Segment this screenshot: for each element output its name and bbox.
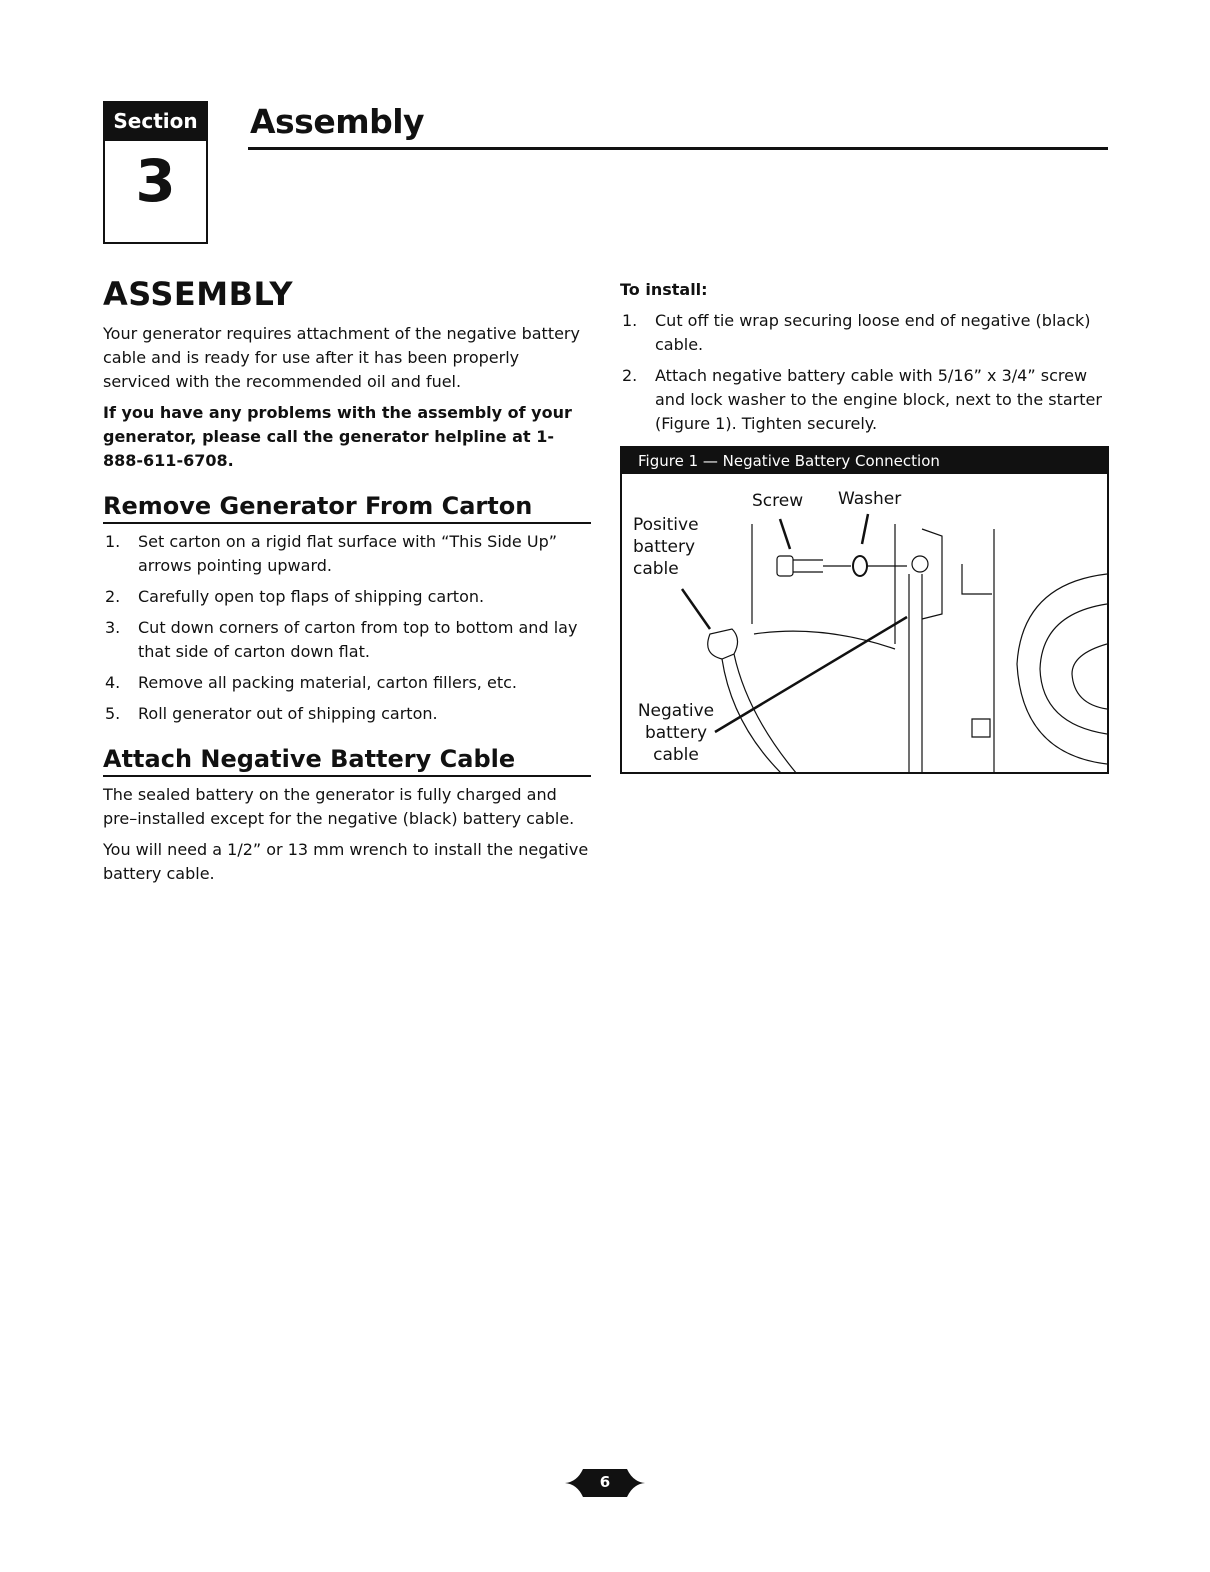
remove-carton-heading: Remove Generator From Carton [103, 491, 591, 524]
list-item [620, 364, 1108, 436]
step-text: Attach negative battery cable with 5/16” x 3/4” screw and lock washer to the engine block, next to the starter (Figure 1). Tighten securely. [655, 366, 1102, 433]
figure-1 [620, 446, 1109, 774]
step-text: Cut off tie wrap securing loose end of negative (black) cable. [655, 311, 1091, 354]
install-heading: To install: [620, 280, 708, 299]
page-number-badge [565, 1466, 645, 1500]
list-item [103, 585, 591, 609]
list-item [103, 702, 591, 726]
screw-label: Screw [752, 491, 804, 511]
step-number: 1. [622, 311, 638, 330]
install-steps [620, 309, 1108, 436]
section-number: 3 [135, 147, 176, 215]
washer-label: Washer [838, 489, 902, 509]
positive-cable-label: Positive battery cable [633, 515, 699, 579]
attach-text-2: You will need a 1/2” or 13 mm wrench to install the negative battery cable. [103, 840, 589, 883]
section-label: Section [105, 103, 206, 141]
step-number: 2. [105, 587, 121, 606]
attach-cable-heading: Attach Negative Battery Cable [103, 744, 591, 777]
step-text: Set carton on a rigid flat surface with “This Side Up” arrows pointing upward. [138, 532, 558, 575]
page-number: 6 [599, 1473, 611, 1491]
intro-text: Your generator requires attachment of the negative battery cable and is ready for use after it has been properly serviced with the recommended oil and fuel. [103, 324, 580, 391]
list-item [620, 309, 1108, 357]
page-title: Assembly [250, 102, 425, 141]
helpline-text: If you have any problems with the assembly of your generator, please call the generator helpline at 1-888-611-6708. [103, 403, 572, 470]
negative-cable-label: Negative battery cable [637, 701, 715, 765]
step-number: 3. [105, 618, 121, 637]
assembly-heading: ASSEMBLY [103, 275, 294, 313]
list-item [103, 616, 591, 664]
left-column [103, 276, 591, 893]
step-number: 1. [105, 532, 121, 551]
step-number: 4. [105, 673, 121, 692]
list-item [103, 671, 591, 695]
step-text: Remove all packing material, carton fillers, etc. [138, 673, 517, 692]
list-item [103, 530, 591, 578]
figure-caption: Figure 1 — Negative Battery Connection [622, 448, 1107, 474]
title-rule [248, 147, 1108, 150]
step-number: 2. [622, 366, 638, 385]
step-number: 5. [105, 704, 121, 723]
step-text: Cut down corners of carton from top to bottom and lay that side of carton down flat. [138, 618, 578, 661]
attach-text-1: The sealed battery on the generator is fully charged and pre–installed except for the negative (black) battery cable. [103, 785, 575, 828]
section-badge [103, 101, 208, 244]
step-text: Roll generator out of shipping carton. [138, 704, 438, 723]
remove-steps [103, 530, 591, 726]
step-text: Carefully open top flaps of shipping carton. [138, 587, 485, 606]
right-column [620, 278, 1108, 446]
